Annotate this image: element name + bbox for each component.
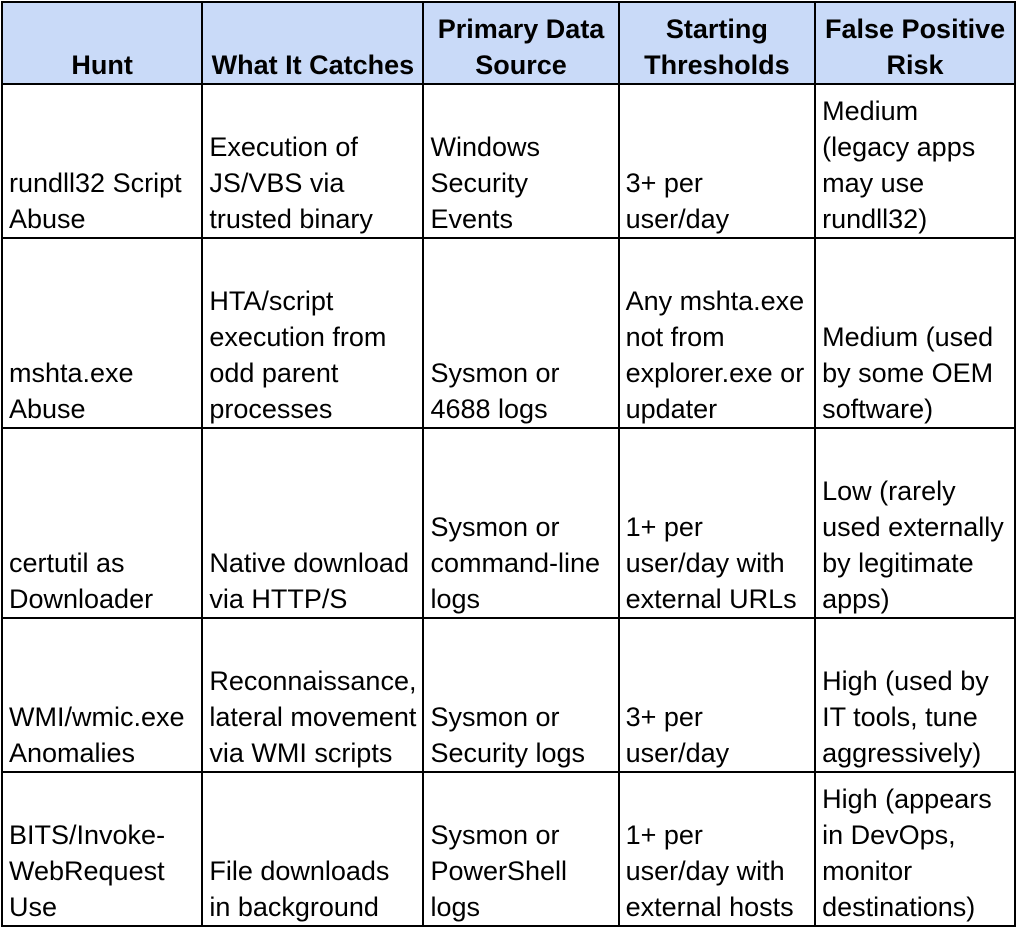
false-positive-cell: Medium (legacy apps may use rundll32)	[815, 84, 1015, 238]
data-source-cell: Sysmon or command-line logs	[423, 428, 618, 618]
what-it-catches-cell: Reconnaissance, lateral movement via WMI scripts	[202, 618, 423, 772]
false-positive-cell: High (used by IT tools, tune aggressively)	[815, 618, 1015, 772]
table-row	[2, 772, 1015, 926]
table-row	[2, 238, 1015, 428]
what-it-catches-cell: Native download via HTTP/S	[202, 428, 423, 618]
hunt-cell: rundll32 Script Abuse	[2, 84, 202, 238]
table-row	[2, 84, 1015, 238]
thresholds-cell: 3+ per user/day	[619, 618, 816, 772]
what-it-catches-cell: HTA/script execution from odd parent processes	[202, 238, 423, 428]
false-positive-cell: Medium (used by some OEM software)	[815, 238, 1015, 428]
hunt-cell: WMI/wmic.exe Anomalies	[2, 618, 202, 772]
thresholds-cell: 1+ per user/day with external URLs	[619, 428, 816, 618]
false-positive-cell: Low (rarely used externally by legitimate apps)	[815, 428, 1015, 618]
what-it-catches-cell: Execution of JS/VBS via trusted binary	[202, 84, 423, 238]
header-row	[2, 2, 1015, 84]
header-primary-data-source: Primary Data Source	[423, 2, 618, 84]
lolbin-hunts-table	[1, 1, 1016, 927]
hunt-cell: certutil as Downloader	[2, 428, 202, 618]
hunt-cell: BITS/Invoke-WebRequest Use	[2, 772, 202, 926]
header-what-it-catches: What It Catches	[202, 2, 423, 84]
thresholds-cell: 3+ per user/day	[619, 84, 816, 238]
header-hunt: Hunt	[2, 2, 202, 84]
header-starting-thresholds: Starting Thresholds	[619, 2, 816, 84]
what-it-catches-cell: File downloads in background	[202, 772, 423, 926]
data-source-cell: Sysmon or 4688 logs	[423, 238, 618, 428]
data-source-cell: Sysmon or PowerShell logs	[423, 772, 618, 926]
thresholds-cell: 1+ per user/day with external hosts	[619, 772, 816, 926]
hunt-cell: mshta.exe Abuse	[2, 238, 202, 428]
data-source-cell: Sysmon or Security logs	[423, 618, 618, 772]
header-false-positive-risk: False Positive Risk	[815, 2, 1015, 84]
table-row	[2, 428, 1015, 618]
thresholds-cell: Any mshta.exe not from explorer.exe or updater	[619, 238, 816, 428]
table-row	[2, 618, 1015, 772]
false-positive-cell: High (appears in DevOps, monitor destinations)	[815, 772, 1015, 926]
data-source-cell: Windows Security Events	[423, 84, 618, 238]
